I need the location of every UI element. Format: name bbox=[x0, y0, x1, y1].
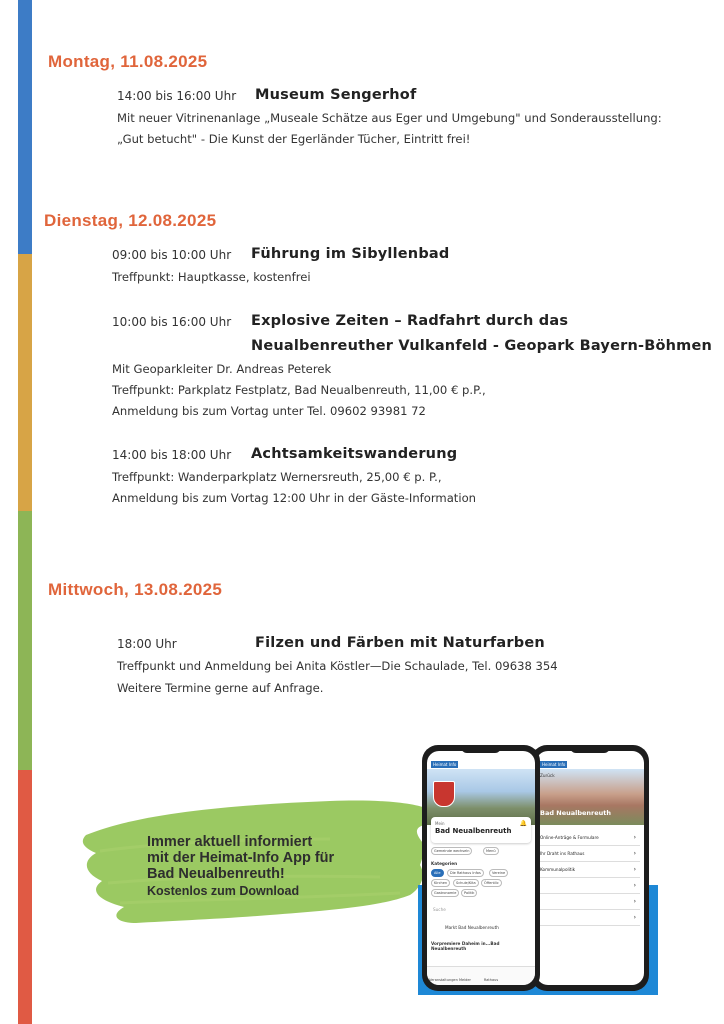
categories-label: Kategorien bbox=[431, 861, 458, 866]
back-link[interactable]: Zurück bbox=[540, 773, 555, 778]
event-title: Achtsamkeitswanderung bbox=[251, 446, 458, 462]
category-chip[interactable]: Vereine bbox=[489, 869, 508, 877]
event-title-line-2: Neualbenreuther Vulkanfeld - Geopark Bayern-Böhmen bbox=[251, 338, 713, 354]
promo-subline: Kostenlos zum Download bbox=[147, 884, 300, 898]
phone-front bbox=[422, 745, 540, 991]
event-detail: Treffpunkt: Parkplatz Festplatz, Bad Neualbenreuth, 11,00 € p.P., bbox=[112, 383, 486, 397]
event-detail: Mit Geoparkleiter Dr. Andreas Peterek bbox=[112, 362, 332, 376]
promo-headline-line: mit der Heimat-Info App für bbox=[147, 850, 335, 866]
bell-icon[interactable]: 🔔 bbox=[519, 820, 527, 827]
event-time: 09:00 bis 10:00 Uhr bbox=[112, 248, 232, 262]
day-heading-monday: Montag, 11.08.2025 bbox=[48, 52, 208, 71]
event-detail: Treffpunkt: Hauptkasse, kostenfrei bbox=[112, 270, 311, 284]
stripe-blue bbox=[18, 0, 32, 254]
town-crest-icon bbox=[433, 781, 455, 807]
menu-item[interactable]: › bbox=[540, 879, 640, 894]
event-title: Filzen und Färben mit Naturfarben bbox=[255, 635, 545, 651]
category-chip[interactable]: Öffentlic bbox=[481, 879, 502, 887]
event-detail: „Gut betucht" - Die Kunst der Egerländer Tücher, Eintritt frei! bbox=[117, 132, 471, 146]
bottom-nav bbox=[427, 966, 535, 985]
town-card: Mein Bad Neualbenreuth 🔔 bbox=[431, 817, 531, 843]
news-source: Markt Bad Neualbenreuth bbox=[445, 925, 499, 930]
menu-item[interactable]: Kommunalpolitik › bbox=[540, 863, 640, 878]
day-heading-tuesday: Dienstag, 12.08.2025 bbox=[44, 211, 217, 230]
category-chip[interactable]: Gastronomie bbox=[431, 889, 459, 897]
change-community-button[interactable]: Gemeinde wechseln bbox=[431, 847, 472, 855]
app-phones-mockup bbox=[418, 745, 658, 995]
menu-item[interactable]: › bbox=[540, 911, 640, 926]
news-title[interactable]: Vorpremiere Daheim in...Bad Neualbenreuth bbox=[431, 941, 500, 951]
promo-headline-line: Bad Neualbenreuth! bbox=[147, 866, 285, 882]
app-tag: Heimat Info bbox=[433, 762, 457, 767]
event-detail: Anmeldung bis zum Vortag 12:00 Uhr in der Gäste-Information bbox=[112, 491, 477, 505]
event-title: Führung im Sibyllenbad bbox=[251, 246, 450, 262]
event-detail: Anmeldung bis zum Vortag unter Tel. 09602 93981 72 bbox=[112, 404, 426, 418]
menu-item[interactable]: › bbox=[540, 895, 640, 910]
nav-item[interactable]: Melder bbox=[459, 978, 471, 982]
nav-item[interactable]: Veranstaltungen bbox=[429, 978, 458, 982]
town-name: Bad Neualbenreuth bbox=[435, 827, 512, 835]
stripe-yellow bbox=[18, 254, 32, 511]
event-title: Museum Sengerhof bbox=[255, 87, 417, 103]
category-chip[interactable]: Die Rathaus Infos bbox=[447, 869, 484, 877]
nav-item[interactable]: Rathaus bbox=[483, 978, 499, 982]
category-chip[interactable]: Schule/Kita bbox=[453, 879, 479, 887]
event-detail: Mit neuer Vitrinenanlage „Museale Schätze aus Eger und Umgebung" und Sonderausstellung: bbox=[117, 111, 662, 125]
phone-back: Heimat Info Zurück Bad Neualbenreuth Online-Anträge & Formulare › Ihr Draht ins Rathaus › Kommunalpolitik › › › › bbox=[531, 745, 649, 991]
app-promo bbox=[147, 834, 334, 898]
search-input[interactable]: Suche bbox=[433, 907, 446, 912]
event-time: 14:00 bis 16:00 Uhr bbox=[117, 89, 237, 103]
town-name: Bad Neualbenreuth bbox=[540, 809, 612, 817]
menu-item[interactable]: Online-Anträge & Formulare › bbox=[540, 831, 640, 846]
event-time: 18:00 Uhr bbox=[117, 637, 177, 651]
event-time: 14:00 bis 18:00 Uhr bbox=[112, 448, 232, 462]
event-detail: Weitere Termine gerne auf Anfrage. bbox=[117, 681, 324, 695]
menu-button[interactable]: Menü bbox=[483, 847, 499, 855]
stripe-red bbox=[18, 770, 32, 1024]
event-detail: Treffpunkt: Wanderparkplatz Wernersreuth, 25,00 € p. P., bbox=[112, 470, 442, 484]
event-time: 10:00 bis 16:00 Uhr bbox=[112, 315, 232, 329]
event-title: Explosive Zeiten – Radfahrt durch das bbox=[251, 313, 569, 329]
category-chip[interactable]: Politik bbox=[461, 889, 477, 897]
menu-item[interactable]: Ihr Draht ins Rathaus › bbox=[540, 847, 640, 862]
category-chip[interactable]: Kirchen bbox=[431, 879, 450, 887]
day-heading-wednesday: Mittwoch, 13.08.2025 bbox=[48, 580, 223, 599]
category-chip[interactable]: Alle bbox=[431, 869, 444, 877]
promo-headline-line: Immer aktuell informiert bbox=[147, 834, 313, 850]
stripe-green bbox=[18, 511, 32, 770]
event-detail: Treffpunkt und Anmeldung bei Anita Köstler—Die Schaulade, Tel. 09638 354 bbox=[117, 659, 558, 673]
